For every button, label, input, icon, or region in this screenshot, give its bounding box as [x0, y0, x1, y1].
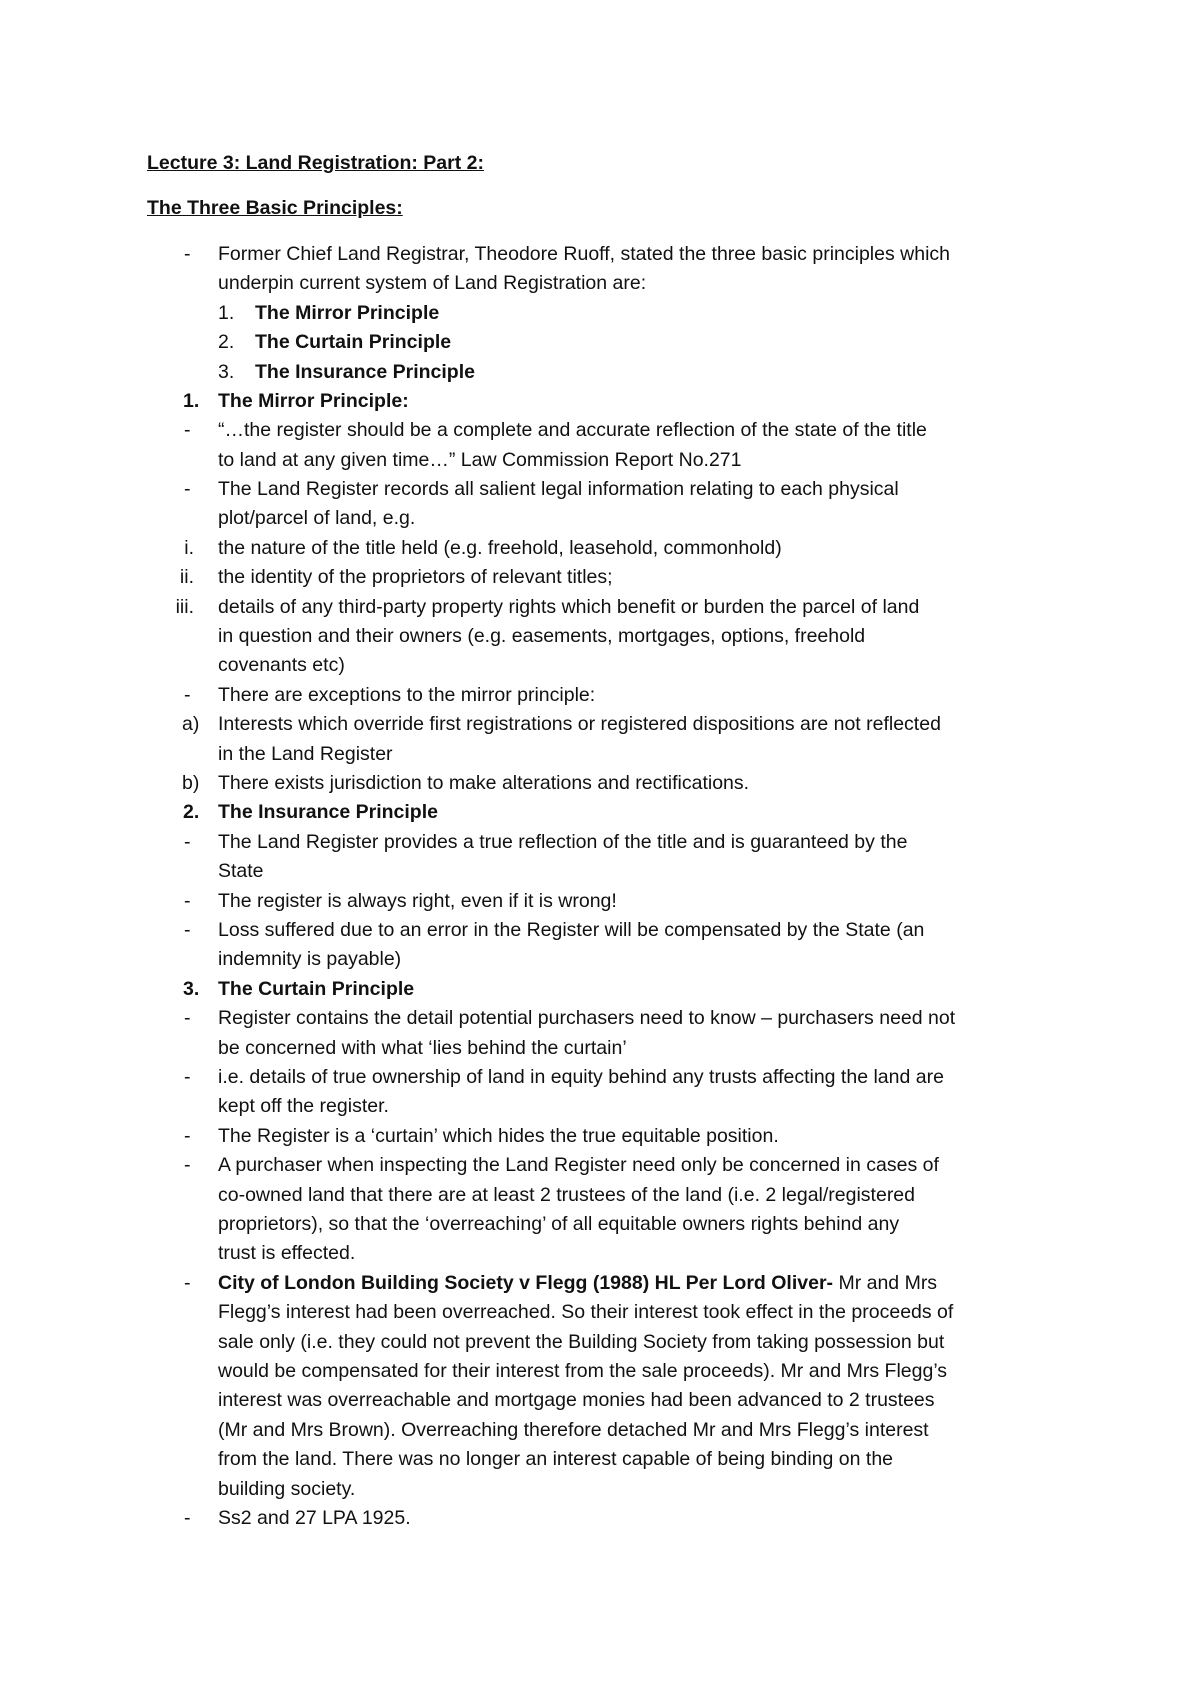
list-marker: -	[184, 831, 191, 853]
list-marker: -	[184, 478, 191, 500]
list-marker: -	[184, 419, 191, 441]
list-item: Ss2 and 27 LPA 1925.	[218, 1507, 411, 1529]
list-item: Former Chief Land Registrar, Theodore Ruoff, stated the three basic principles which	[218, 243, 950, 265]
list-item: Interests which override first registrations or registered dispositions are not reflected	[218, 713, 941, 735]
list-marker: 2.	[218, 331, 235, 353]
list-marker: 1.	[218, 302, 235, 324]
list-item: underpin current system of Land Registration are:	[218, 272, 647, 294]
list-item: would be compensated for their interest from the sale proceeds). Mr and Mrs Flegg’s	[218, 1360, 948, 1382]
list-item: to land at any given time…” Law Commission Report No.271	[218, 449, 742, 471]
list-marker: -	[184, 1154, 191, 1176]
list-item: co-owned land that there are at least 2 trustees of the land (i.e. 2 legal/registered	[218, 1184, 916, 1206]
list-item: The Land Register provides a true reflection of the title and is guaranteed by the	[218, 831, 908, 853]
list-item: plot/parcel of land, e.g.	[218, 507, 416, 529]
list-item: covenants etc)	[218, 654, 345, 676]
list-marker: -	[184, 890, 191, 912]
list-marker: -	[184, 684, 191, 706]
list-marker: -	[184, 919, 191, 941]
list-marker: a)	[182, 713, 200, 735]
list-item: Loss suffered due to an error in the Register will be compensated by the State (an	[218, 919, 925, 941]
list-marker: b)	[182, 772, 200, 794]
list-item: the nature of the title held (e.g. freehold, leasehold, commonhold)	[218, 537, 782, 559]
list-item: The Curtain Principle	[255, 331, 452, 353]
list-item: A purchaser when inspecting the Land Register need only be concerned in cases of	[218, 1154, 939, 1176]
list-item: The register is always right, even if it is wrong!	[218, 890, 617, 912]
list-item: The Curtain Principle	[218, 978, 415, 1000]
list-item: building society.	[218, 1478, 356, 1500]
list-item: There exists jurisdiction to make alterations and rectifications.	[218, 772, 750, 794]
list-item: in the Land Register	[218, 743, 393, 765]
list-marker: 3.	[218, 361, 235, 383]
list-item: The Insurance Principle	[255, 361, 475, 383]
list-item: i.e. details of true ownership of land in equity behind any trusts affecting the land are	[218, 1066, 944, 1088]
list-item: proprietors), so that the ‘overreaching’ of all equitable owners rights behind any	[218, 1213, 900, 1235]
list-item: (Mr and Mrs Brown). Overreaching therefore detached Mr and Mrs Flegg’s interest	[218, 1419, 929, 1441]
list-marker: 1.	[183, 390, 200, 412]
section-heading: The Three Basic Principles:	[147, 197, 403, 219]
list-marker: i.	[184, 537, 194, 559]
list-marker: -	[184, 1007, 191, 1029]
list-item: kept off the register.	[218, 1095, 389, 1117]
list-marker: -	[184, 1125, 191, 1147]
case-text: Mr and Mrs	[833, 1272, 938, 1294]
list-item: Register contains the detail potential purchasers need to know – purchasers need not	[218, 1007, 956, 1029]
list-item: The Mirror Principle	[255, 302, 440, 324]
list-marker: 2.	[183, 801, 200, 823]
list-marker: -	[184, 243, 191, 265]
list-marker: -	[184, 1272, 191, 1294]
case-name: City of London Building Society v Flegg (1988) HL Per Lord Oliver-	[218, 1272, 834, 1294]
list-item: the identity of the proprietors of relevant titles;	[218, 566, 613, 588]
list-item: The Register is a ‘curtain’ which hides the true equitable position.	[218, 1125, 779, 1147]
list-item: from the land. There was no longer an interest capable of being binding on the	[218, 1448, 894, 1470]
list-item: details of any third-party property rights which benefit or burden the parcel of land	[218, 596, 920, 618]
list-marker: ii.	[179, 566, 194, 588]
list-marker: iii.	[175, 596, 194, 618]
list-item: State	[218, 860, 264, 882]
list-item: be concerned with what ‘lies behind the curtain’	[218, 1037, 627, 1059]
lecture-title: Lecture 3: Land Registration: Part 2:	[147, 152, 484, 174]
list-item: The Insurance Principle	[218, 801, 438, 823]
list-marker: -	[184, 1507, 191, 1529]
list-item: indemnity is payable)	[218, 948, 402, 970]
case-citation-line	[218, 1268, 937, 1298]
list-marker: 3.	[183, 978, 200, 1000]
list-item: The Land Register records all salient legal information relating to each physical	[218, 478, 899, 500]
list-item: “…the register should be a complete and accurate reflection of the state of the title	[218, 419, 927, 441]
list-item: The Mirror Principle:	[218, 390, 409, 412]
list-item: in question and their owners (e.g. easements, mortgages, options, freehold	[218, 625, 866, 647]
list-item: trust is effected.	[218, 1242, 356, 1264]
list-item: sale only (i.e. they could not prevent the Building Society from taking possession but	[218, 1331, 945, 1353]
list-item: Flegg’s interest had been overreached. So their interest took effect in the proceeds of	[218, 1301, 954, 1323]
list-marker: -	[184, 1066, 191, 1088]
list-item: interest was overreachable and mortgage monies had been advanced to 2 trustees	[218, 1389, 935, 1411]
list-item: There are exceptions to the mirror principle:	[218, 684, 596, 706]
